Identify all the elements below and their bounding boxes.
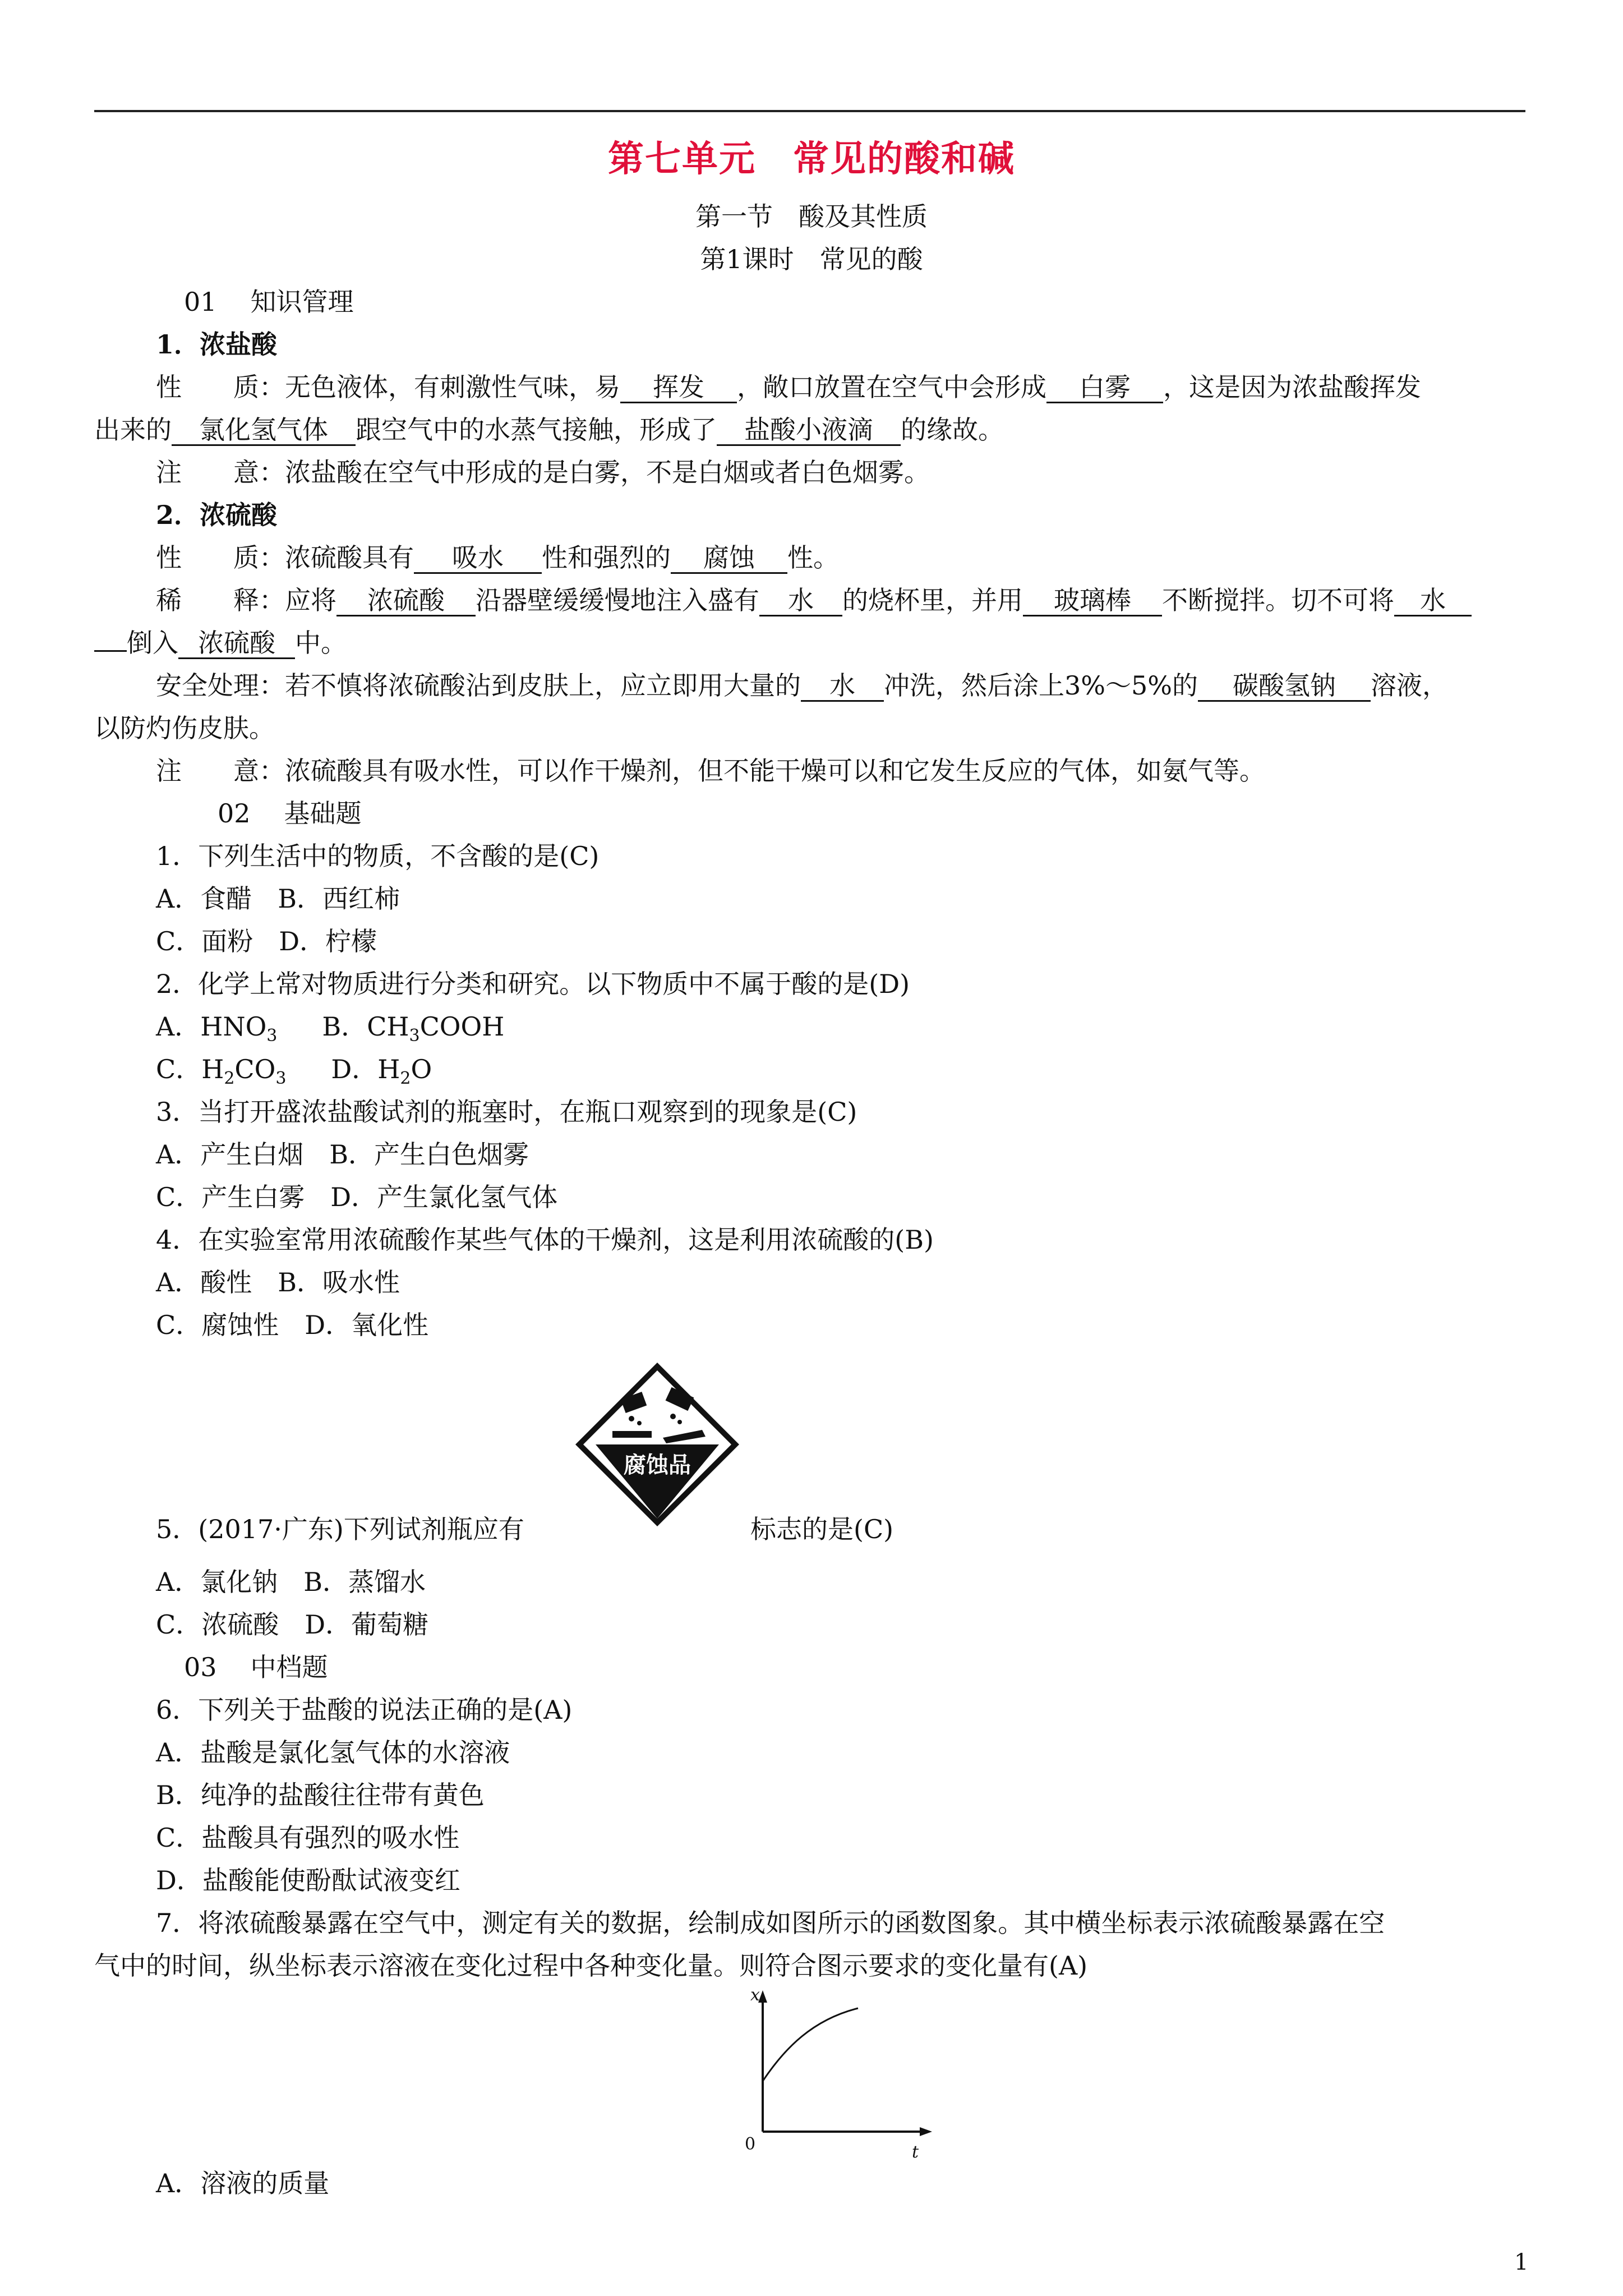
- answer-blank: 浓硫酸: [336, 586, 476, 616]
- k2-heading: 2．浓硫酸: [156, 500, 278, 530]
- q5-stem-b: 标志的是(C): [750, 1514, 894, 1544]
- answer-blank: 白雾: [1046, 372, 1163, 403]
- answer-blank: 腐蚀: [671, 543, 787, 574]
- y-axis-label: x: [750, 1986, 760, 2005]
- k1-note: 注 意：浓盐酸在空气中形成的是白雾，不是白烟或者白色烟雾。: [156, 457, 930, 487]
- section-title: 第一节 酸及其性质: [695, 201, 928, 232]
- answer-blank: 氯化氢气体: [172, 415, 356, 446]
- part-num: 01: [184, 287, 217, 317]
- q5-stem-a: 5．(2017·广东)下列试剂瓶应有: [156, 1514, 524, 1544]
- q3-options-cd: C．产生白雾 D．产生氯化氢气体: [156, 1182, 558, 1212]
- k1-property-line2: 出来的 氯化氢气体 跟空气中的水蒸气接触，形成了 盐酸小液滴 的缘故。: [94, 415, 1004, 445]
- part-num: 03: [184, 1652, 217, 1682]
- q7-stem-line2: 气中的时间，纵坐标表示溶液在变化过程中各种变化量。则符合图示要求的变化量有(A): [94, 1950, 1088, 1981]
- q1-options-cd: C．面粉 D．柠檬: [156, 926, 377, 956]
- part-03-heading: [184, 1650, 328, 1684]
- q6-option-a: A．盐酸是氯化氢气体的水溶液: [156, 1737, 510, 1768]
- q4-options-ab: A．酸性 B．吸水性: [156, 1267, 400, 1297]
- x-axis-label: t: [912, 2142, 919, 2162]
- q6-stem: 6．下列关于盐酸的说法正确的是(A): [156, 1695, 573, 1725]
- k2-property: 性 质：浓硫酸具有 吸水 性和强烈的 腐蚀 性。: [156, 542, 839, 573]
- answer-blank: 浓硫酸: [178, 628, 295, 659]
- q2-stem: 2．化学上常对物质进行分类和研究。以下物质中不属于酸的是(D): [156, 969, 910, 999]
- q5-options-ab: A．氯化钠 B．蒸馏水: [156, 1567, 426, 1597]
- lesson-title: 第1课时 常见的酸: [700, 244, 923, 274]
- corrosive-sign-icon: [573, 1360, 741, 1529]
- part-name: 基础题: [284, 798, 362, 829]
- k2-dilution: 稀 释：应将 浓硫酸 沿器壁缓缓慢地注入盛有 水 的烧杯里，并用 玻璃棒 不断搅拌。切不可将 水: [156, 583, 1472, 617]
- q4-stem: 4．在实验室常用浓硫酸作某些气体的干燥剂，这是利用浓硫酸的(B): [156, 1225, 934, 1255]
- x-axis-arrow-icon: [920, 2127, 932, 2136]
- header-rule: [94, 110, 1525, 112]
- q1-stem: 1．下列生活中的物质，不含酸的是(C): [156, 841, 600, 871]
- answer-blank: 水: [1394, 586, 1472, 616]
- answer-blank: 水: [759, 586, 842, 616]
- k2-dilution-line2: 倒入 浓硫酸 中。: [94, 626, 347, 660]
- answer-blank: 吸水: [414, 543, 542, 574]
- function-graph: [740, 1986, 942, 2165]
- answer-blank: 碳酸氢钠: [1198, 671, 1371, 702]
- k1-property-line: 性 质：无色液体，有刺激性气味，易 挥发 ，敞口放置在空气中会形成 白雾 ，这是因为浓盐酸挥发: [156, 372, 1421, 402]
- k2-note: 注 意：浓硫酸具有吸水性，可以作干燥剂，但不能干燥可以和它发生反应的气体，如氨气等。: [156, 756, 1265, 786]
- q6-option-b: B．纯净的盐酸往往带有黄色: [156, 1780, 485, 1810]
- q6-option-d: D．盐酸能使酚酞试液变红: [156, 1865, 460, 1895]
- q2-options-cd: C．$H_2CO_3$ D．$H_2O$: [156, 1054, 432, 1089]
- part-name: 知识管理: [250, 287, 354, 317]
- q3-options-ab: A．产生白烟 B．产生白色烟雾: [156, 1139, 529, 1170]
- q1-options-ab: A．食醋 B．西红柿: [156, 884, 400, 914]
- k1-heading: 1．浓盐酸: [156, 329, 278, 360]
- answer-blank: [94, 650, 127, 652]
- part-02-heading: [218, 797, 362, 830]
- curve: [763, 2008, 858, 2081]
- q3-stem: 3．当打开盛浓盐酸试剂的瓶塞时，在瓶口观察到的现象是(C): [156, 1097, 857, 1127]
- page-number: 1: [1514, 2249, 1529, 2275]
- part-01-heading: [184, 285, 354, 319]
- answer-blank: 玻璃棒: [1023, 586, 1162, 616]
- answer-blank: 盐酸小液滴: [717, 415, 901, 446]
- q6-option-c: C．盐酸具有强烈的吸水性: [156, 1823, 460, 1853]
- k2-safety-line2: 以防灼伤皮肤。: [94, 713, 275, 743]
- q2-options-ab: A．$HNO_3$ B．$CH_3COOH$: [156, 1011, 505, 1046]
- q7-option-a: A．溶液的质量: [156, 2168, 330, 2198]
- page-title: 第七单元 常见的酸和碱: [608, 139, 1015, 180]
- answer-blank: 水: [801, 671, 884, 702]
- origin-label: 0: [745, 2134, 756, 2154]
- sign-label: 腐蚀品: [624, 1452, 691, 1478]
- k2-safety: 安全处理：若不慎将浓硫酸沾到皮肤上，应立即用大量的 水 冲洗，然后涂上3%～5%的 碳酸氢钠 溶液，: [156, 670, 1448, 701]
- q7-stem-line1: 7．将浓硫酸暴露在空气中，测定有关的数据，绘制成如图所示的函数图象。其中横坐标表示浓硫酸暴露在空: [156, 1908, 1385, 1938]
- answer-blank: 挥发: [620, 372, 737, 403]
- q4-options-cd: C．腐蚀性 D．氧化性: [156, 1310, 429, 1340]
- q5-options-cd: C．浓硫酸 D．葡萄糖: [156, 1609, 429, 1640]
- part-num: 02: [218, 798, 251, 829]
- part-name: 中档题: [250, 1652, 328, 1682]
